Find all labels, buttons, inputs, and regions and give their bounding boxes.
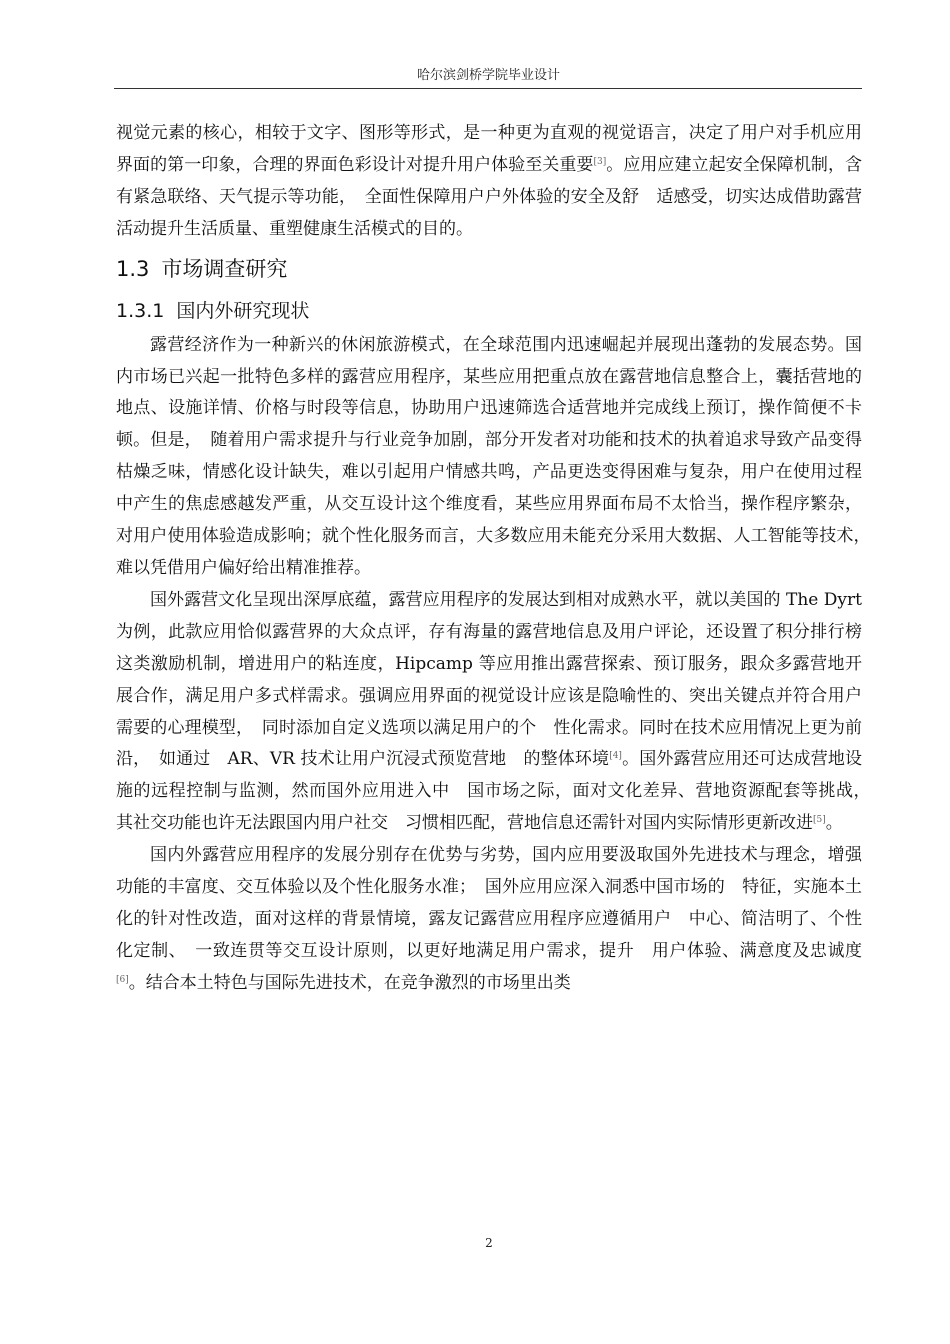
- paragraph-text: 国内外露营应用程序的发展分别存在优势与劣势，国内应用要汲取国外先进技术与理念，增强功能的丰富度、交互体验以及个性化服务水准； 国外应用应深入洞悉中国市场的 特征，实施本土化的针对性改造，面对这样的背景情境，露友记露营应用程序应遵循用户 中心、简洁明了、个性化定制、 一致连贯等交互设计原则，以更好地满足用户需求，提升 用户体验、满意度及忠诚度: [116, 845, 862, 961]
- citation-4: [4]: [609, 751, 622, 762]
- citation-6: [6]: [116, 974, 129, 985]
- section-title: 市场调查研究: [161, 256, 288, 281]
- citation-5: [5]: [813, 815, 826, 826]
- citation-3: [3]: [593, 156, 607, 167]
- paragraph-text: 露营经济作为一种新兴的休闲旅游模式，在全球范围内迅速崛起并展现出蓬勃的发展态势。国内市场已兴起一批特色多样的露营应用程序，某些应用把重点放在露营地信息整合上，囊括营地的地点、设施详情、价格与时段等信息，协助用户迅速筛选合适营地并完成线上预订，操作简便不卡顿。但是， 随着用户需求提升与行业竞争加剧，部分开发者对功能和技术的执着追求导致产品变得枯燥乏味，情感化设计缺失，难以引起用户情感共鸣，产品更迭变得困难与复杂，用户在使用过程中产生的焦虑感越发严重，从交互设计这个维度看，某些应用界面布局不太恰当，操作程序繁杂，对用户使用体验造成影响；就个性化服务而言，大多数应用未能充分采用大数据、人工智能等技术， 难以凭借用户偏好给出精准推荐。: [116, 334, 879, 578]
- running-header: 哈尔滨剑桥学院毕业设计: [416, 68, 560, 83]
- header-divider: [114, 88, 862, 89]
- subsection-heading: [116, 294, 862, 328]
- paragraph-domestic-status: [116, 330, 879, 585]
- body-content: [116, 118, 879, 1000]
- subsection-number: 1.3.1: [116, 299, 165, 322]
- section-number: 1.3: [116, 256, 150, 281]
- paragraph-text: 。结合本土特色与国际先进技术，在竞争激烈的市场里出类: [128, 972, 571, 993]
- paragraph-text: 国外露营文化呈现出深厚底蕴，露营应用程序的发展达到相对成熟水平，就以美国的 The Dyrt 为例，此款应用恰似露营界的大众点评，存有海量的露营地信息及用户评论，还设置了积分排行榜这类激励机制，增进用户的粘连度，Hipcamp 等应用推出露营探索、预订服务，跟众多露营地开展合作，满足用户多式样需求。强调应用界面的视觉设计应该是隐喻性的、突出关键点并符合用户需要的心理模型， 同时添加自定义选项以满足用户的个 性化需求。同时在技术应用情况上更为前沿， 如通过 AR、VR 技术让用户沉浸式预览营地 的整体环境: [116, 589, 862, 770]
- section-heading: [116, 252, 862, 286]
- paragraph-comparison: [116, 840, 862, 1000]
- subsection-title: 国内外研究现状: [176, 299, 310, 322]
- paragraph-text: 视觉元素的核心，相较于文字、图形等形式，是一种更为直观的视觉语言，决定了用户对手机应用界面的第一印象，合理的界面色彩设计对提升用户体验至关重要: [116, 123, 862, 175]
- paragraph-foreign-status: [116, 585, 879, 840]
- paragraph-text: 。国外露营应用还可达成营地设施的远程控制与监测，然而国外应用进入中 国市场之际，面对文化差异、营地资源配套等挑战， 其社交功能也许无法跟国内用户社交 习惯相匹配，营地信息还需针对国内实际情形更新改进: [116, 749, 879, 834]
- paragraph-text: 。应用应建立起安全保障机制，含有紧急联络、天气提示等功能， 全面性保障用户户外体验的安全及舒 适感受，切实达成借助露营活动提升生活质量、重塑健康生活模式的目的。: [116, 154, 863, 239]
- paragraph-text: 。: [825, 813, 843, 834]
- page-number: 2: [485, 1236, 493, 1250]
- paragraph-continued: [116, 118, 862, 246]
